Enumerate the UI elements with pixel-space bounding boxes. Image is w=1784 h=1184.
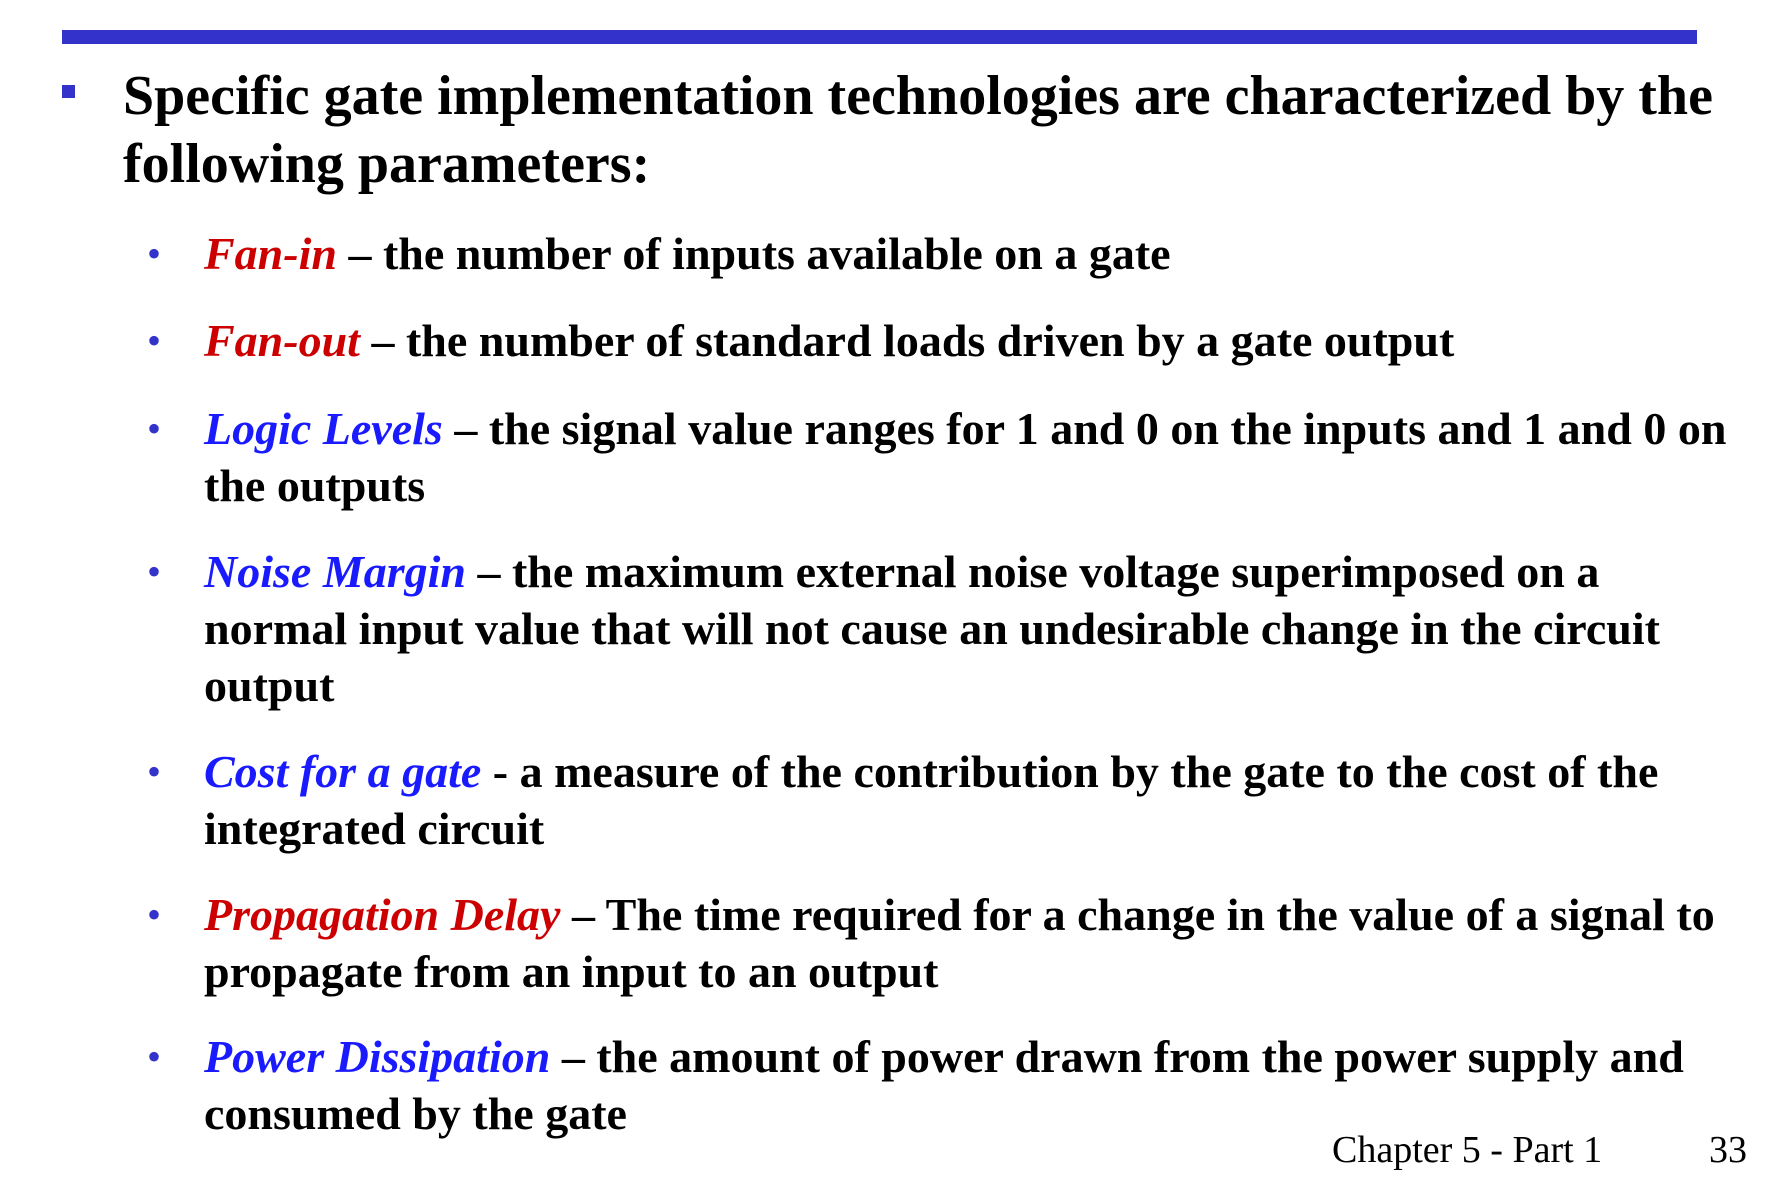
list-item-cost-for-a-gate — [147, 743, 1744, 857]
main-point: Specific gate implementation technologies are characterized by the following parameters: — [123, 65, 1713, 195]
definition: The time required for a change in the value of a signal to propagate from an input to an output — [204, 889, 1715, 997]
term: Fan-in — [204, 228, 337, 279]
bullet-dot-icon: • — [147, 549, 162, 594]
definition: the number of standard loads driven by a gate output — [405, 315, 1455, 366]
term: Power Dissipation — [204, 1031, 551, 1082]
square-bullet-icon — [62, 85, 75, 98]
definition: the maximum external noise voltage superimposed on a normal input value that will not cause an undesirable change in the circuit output — [204, 546, 1660, 711]
bullet-dot-icon: • — [147, 892, 162, 937]
separator: – — [560, 889, 606, 940]
list-item-power-dissipation — [147, 1028, 1744, 1142]
separator: – — [359, 315, 406, 366]
page-number: 33 — [1709, 1129, 1747, 1171]
definition: the signal value ranges for 1 and 0 on the inputs and 1 and 0 on the outputs — [204, 403, 1727, 511]
definition: a measure of the contribution by the gate to the cost of the integrated circuit — [204, 746, 1659, 854]
list-item-fan-out — [147, 312, 1744, 369]
definition: the number of inputs available on a gate — [382, 228, 1171, 279]
separator: – — [550, 1031, 597, 1082]
separator: - — [481, 746, 520, 797]
separator: – — [442, 403, 489, 454]
definition: the amount of power drawn from the power supply and consumed by the gate — [204, 1031, 1684, 1139]
bullet-dot-icon: • — [147, 1034, 162, 1079]
list-item-fan-in — [147, 225, 1744, 282]
bullet-dot-icon: • — [147, 231, 162, 276]
bullet-dot-icon: • — [147, 406, 162, 451]
list-item-logic-levels — [147, 400, 1744, 514]
term: Propagation Delay — [204, 889, 561, 940]
title-rule — [62, 30, 1697, 44]
list-item-noise-margin — [147, 543, 1744, 714]
footer-chapter-label: Chapter 5 - Part 1 — [1332, 1129, 1603, 1171]
separator: – — [336, 228, 383, 279]
term: Noise Margin — [204, 546, 466, 597]
separator: – — [465, 546, 512, 597]
bullet-dot-icon: • — [147, 318, 162, 363]
bullet-dot-icon: • — [147, 749, 162, 794]
list-item-propagation-delay — [147, 886, 1744, 1000]
term: Logic Levels — [204, 403, 443, 454]
term: Fan-out — [204, 315, 360, 366]
term: Cost for a gate — [204, 746, 482, 797]
